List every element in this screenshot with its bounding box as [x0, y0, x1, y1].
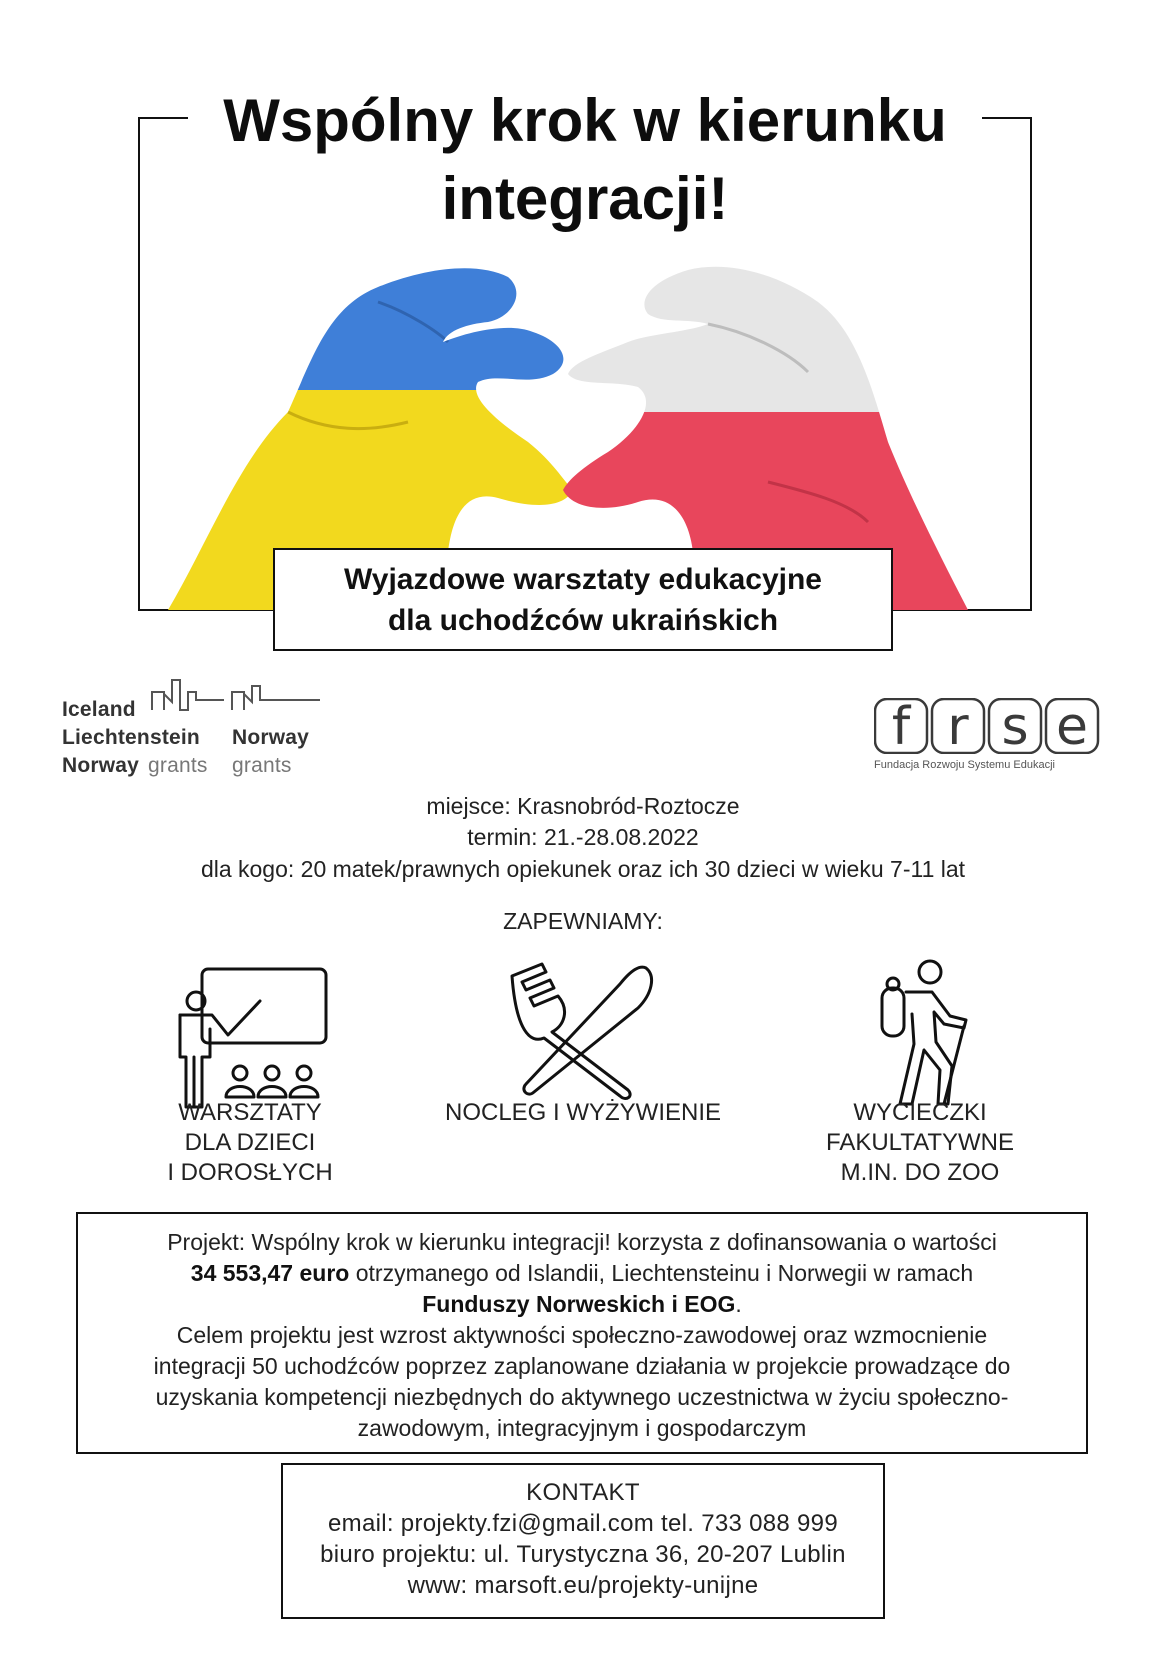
subtitle-box	[273, 548, 893, 651]
audience-text: dla kogo: 20 matek/prawnych opiekunek oraz ich 30 dzieci w wieku 7-11 lat	[200, 856, 966, 882]
funds-name: Funduszy Norweskich i EOG	[422, 1291, 736, 1317]
benefit-workshops	[140, 1098, 360, 1188]
fork-knife-icon	[508, 960, 658, 1100]
frse-mark	[874, 698, 1100, 754]
norway-grants-text: grants	[232, 754, 292, 777]
benefit-trips-line-3: M.IN. DO ZOO	[840, 1159, 1000, 1186]
eea-iceland-text: Iceland	[62, 698, 136, 721]
benefit-trips	[800, 1098, 1040, 1188]
skyline-mark-icon	[150, 672, 380, 712]
benefit-trips-line-1: WYCIECZKI	[853, 1099, 987, 1126]
benefit-lodging-meals	[420, 1098, 746, 1128]
eea-norway-grants-logo	[62, 672, 332, 782]
benefit-workshops-line-1: WARSZTATY	[178, 1099, 322, 1126]
eea-grants-text: grants	[148, 754, 208, 777]
title-line-1: Wspólny krok w kierunku	[223, 87, 947, 154]
contact-heading: KONTAKT	[526, 1479, 640, 1506]
place-text: miejsce: Krasnobród-Roztocze	[426, 793, 740, 819]
provide-heading: ZAPEWNIAMY:	[503, 908, 663, 934]
funding-amount: 34 553,47 euro	[190, 1260, 350, 1286]
project-goal-line-1: Celem projektu jest wzrost aktywności społeczno-zawodowej oraz wzmocnienie	[176, 1322, 988, 1348]
contact-website[interactable]: www: marsoft.eu/projekty-unijne	[407, 1572, 759, 1599]
svg-text:r: r	[947, 698, 969, 754]
svg-text:e: e	[1056, 698, 1088, 754]
frse-letters-icon	[874, 698, 1100, 754]
funding-source: otrzymanego od Islandii, Liechtensteinu i Norwegii w ramach	[349, 1260, 974, 1286]
funds-period: .	[735, 1291, 742, 1317]
frame-top-right-line	[982, 117, 1032, 119]
frame-top-left-line	[138, 117, 188, 119]
teacher-icon	[170, 965, 330, 1115]
benefit-workshops-line-2: DLA DZIECI	[184, 1129, 316, 1156]
svg-text:f: f	[891, 698, 911, 754]
svg-text:s: s	[1001, 698, 1029, 754]
frse-full-name: Fundacja Rozwoju Systemu Edukacji	[874, 759, 1055, 771]
project-intro-line: Projekt: Wspólny krok w kierunku integracji! korzysta z dofinansowania o wartości	[167, 1229, 997, 1255]
project-goal-line-4: zawodowym, integracyjnym i gospodarczym	[357, 1415, 807, 1441]
project-goal-line-3: uzyskania kompetencji niezbędnych do aktywnego uczestnictwa w życiu społeczno-	[155, 1384, 1009, 1410]
subtitle-line-1: Wyjazdowe warsztaty edukacyjne	[344, 563, 822, 596]
page-title	[190, 82, 980, 238]
frse-logo	[874, 698, 1104, 782]
benefit-lodging-line-1: NOCLEG I WYŻYWIENIE	[444, 1099, 722, 1126]
project-description-box	[76, 1212, 1088, 1454]
subtitle-line-2: dla uchodźców ukraińskich	[387, 604, 779, 637]
title-line-2: integracji!	[441, 165, 729, 232]
contact-office: biuro projektu: ul. Turystyczna 36, 20-207 Lublin	[320, 1541, 846, 1568]
date-text: termin: 21.-28.08.2022	[467, 824, 699, 850]
project-goal-line-2: integracji 50 uchodźców poprzez zaplanowane działania w projekcie prowadzące do	[153, 1353, 1011, 1379]
norway-label-text: Norway	[232, 726, 310, 749]
benefit-workshops-line-3: I DOROSŁYCH	[167, 1159, 333, 1186]
project-funds-line	[78, 1289, 1086, 1320]
contact-box	[281, 1463, 885, 1619]
benefit-trips-line-2: FAKULTATYWNE	[825, 1129, 1014, 1156]
project-funding-line	[78, 1258, 1086, 1289]
eea-norway-text: Norway	[62, 754, 140, 777]
eea-liechtenstein-text: Liechtenstein	[62, 726, 200, 749]
contact-email[interactable]: email: projekty.fzi@gmail.com tel. 733 088 999	[328, 1510, 838, 1537]
hiker-icon	[872, 958, 982, 1108]
